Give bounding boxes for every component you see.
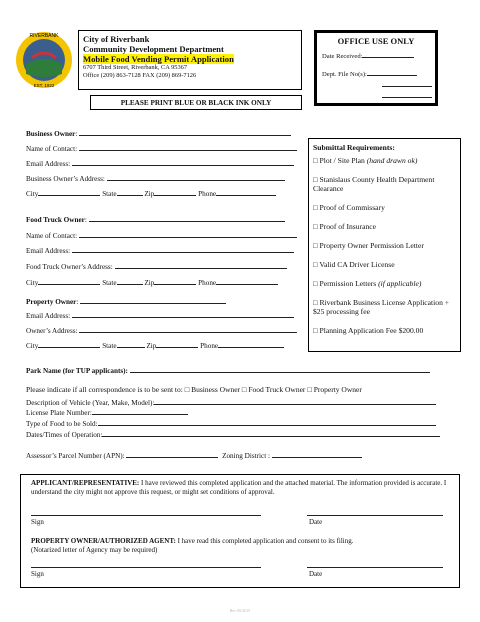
property-email-row: Email Address: [26,310,294,320]
truck-email-field[interactable] [72,245,294,253]
property-zip-field[interactable] [156,340,198,348]
submittal-item[interactable]: □ Valid CA Driver License [313,260,395,269]
business-address-field[interactable] [107,173,285,181]
business-state-field[interactable] [117,188,143,196]
department-header [78,30,302,90]
truck-phone-field[interactable] [216,277,278,285]
business-email-field[interactable] [72,158,294,166]
department-name: Community Development Department [83,44,224,54]
park-name-row: Park Name (for TUP applicants): [26,365,430,375]
property-address-row: Owner’s Address: [26,325,297,335]
business-phone-field[interactable] [216,188,276,196]
owner-label: PROPERTY OWNER/AUTHORIZED AGENT: [31,537,176,545]
property-phone-field[interactable] [218,340,284,348]
city-name: City of Riverbank [83,34,150,44]
food-type-row: Type of Food to be Sold: [26,418,436,428]
file-no-label: Dept. File No(s): [322,71,367,78]
date-received-field[interactable] [362,50,414,58]
submittal-item[interactable]: □ Permission Letters (if applicable) [313,279,422,288]
signature-box [20,474,460,588]
park-name-field[interactable] [130,365,430,373]
plate-row: License Plate Number: [26,407,188,417]
property-state-field[interactable] [117,340,145,348]
ink-notice: PLEASE PRINT BLUE OR BLACK INK ONLY [90,95,302,110]
food-truck-owner-row: Food Truck Owner: [26,214,285,224]
svg-text:EST. 1922: EST. 1922 [33,83,55,88]
owner-date-line[interactable] [307,567,443,568]
owner-sign-line[interactable] [31,567,261,568]
applicant-date-line[interactable] [307,515,443,516]
applicant-label: APPLICANT/REPRESENTATIVE: [31,479,140,487]
plate-field[interactable] [92,407,188,415]
submittal-item[interactable]: □ Property Owner Permission Letter [313,241,424,250]
submittal-item[interactable]: □ Stanislaus County Health Department Clearance [313,175,435,193]
form-title: Mobile Food Vending Permit Application [83,54,234,64]
dates-field[interactable] [102,429,440,437]
property-owner-field[interactable] [80,296,226,304]
business-owner-row: Business Owner: [26,128,291,138]
applicant-sign-line[interactable] [31,515,261,516]
office-use-title: OFFICE USE ONLY [337,36,415,46]
business-contact-row: Name of Contact: [26,143,297,153]
vehicle-row: Description of Vehicle (Year, Make, Model): [26,397,436,407]
file-no-field-3[interactable] [382,90,432,98]
seal-top-text: RIVERBANK [29,33,59,39]
truck-city-row: City State Zip Phone [26,277,278,287]
truck-contact-field[interactable] [79,230,297,238]
city-seal [14,24,74,102]
file-no-field-1[interactable] [367,68,417,76]
business-contact-field[interactable] [79,143,297,151]
truck-address-row: Food Truck Owner’s Address: [26,261,287,271]
property-owner-row: Property Owner: [26,296,226,306]
owner-text: I have read this completed application and consent to its filing. [175,537,354,545]
business-email-row: Email Address: [26,158,294,168]
owner-note: (Notarized letter of Agency may be required) [31,546,158,554]
apn-row: Assessor’s Parcel Number (APN): Zoning District : [26,450,362,460]
property-city-row: City State Zip Phone [26,340,284,350]
truck-address-field[interactable] [115,261,287,269]
property-address-field[interactable] [79,325,297,333]
submittal-requirements: Submittal Requirements: □ Plot / Site Plan (hand drawn ok) □ Stanislaus County Health Department Clearance □ Proof of Commissary □ Proof of Insurance □ Property Owner Permission Letter □ Valid CA Driver License □ Permission Letters (if applicable) □ Riverbank Business License Application + $25 processing fee □ Planning Application Fee $200.00 [308,138,461,352]
business-city-field[interactable] [38,188,100,196]
correspondence-row[interactable]: Please indicate if all correspondence is to be sent to: □ Business Owner □ Food Truck Owner □ Property Owner [26,385,362,394]
apn-field[interactable] [126,450,218,458]
submittal-item[interactable]: □ Proof of Insurance [313,222,376,231]
property-email-field[interactable] [72,310,294,318]
submittal-item[interactable]: □ Plot / Site Plan (hand drawn ok) [313,156,418,165]
business-owner-field[interactable] [79,128,291,136]
dates-row: Dates/Times of Operation: [26,429,440,439]
business-address-row: Business Owner’s Address: [26,173,285,183]
submittal-item[interactable]: □ Proof of Commissary [313,203,385,212]
department-phone: Office (209) 863-7128 FAX (209) 869-7126 [83,72,197,79]
business-city-row: City State Zip Phone [26,188,276,198]
office-use-box [314,30,438,106]
submittal-item[interactable]: □ Planning Application Fee $200.00 [313,326,424,335]
applicant-text: I have reviewed this completed application and the attached material. The information provided is accurate. I understand the city might not approve this request, or might set conditions of approval. [31,479,447,496]
truck-email-row: Email Address: [26,245,294,255]
department-address: 6707 Third Street, Riverbank, CA 95367 [83,64,188,71]
applicant-sign-label: Sign [31,518,44,526]
property-city-field[interactable] [38,340,100,348]
submittal-item[interactable]: □ Riverbank Business License Application + $25 processing fee [313,298,450,316]
vehicle-field[interactable] [154,397,436,405]
owner-date-label: Date [309,570,323,578]
applicant-date-label: Date [309,518,323,526]
business-zip-field[interactable] [154,188,196,196]
date-received-label: Date Received: [322,53,363,60]
food-truck-owner-field[interactable] [89,214,285,222]
file-no-field-2[interactable] [382,79,432,87]
food-type-field[interactable] [98,418,436,426]
zoning-field[interactable] [272,450,362,458]
owner-sign-label: Sign [31,570,44,578]
truck-contact-row: Name of Contact: [26,230,297,240]
truck-state-field[interactable] [117,277,143,285]
truck-zip-field[interactable] [154,277,196,285]
truck-city-field[interactable] [38,277,100,285]
revision-footer: Rev 06/2019 [229,608,251,613]
